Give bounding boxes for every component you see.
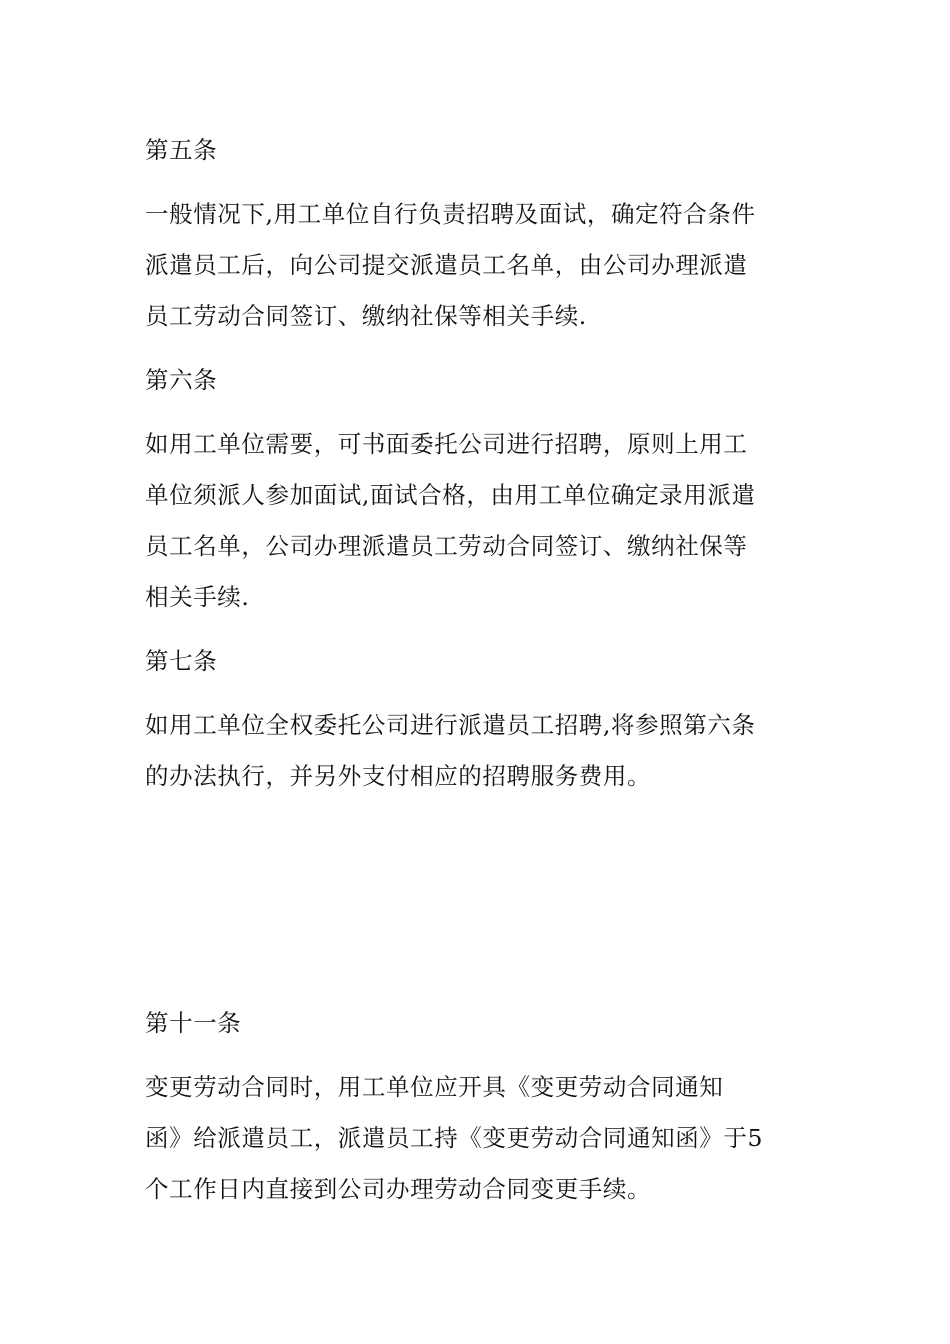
article-heading: 第十一条 bbox=[145, 1009, 242, 1037]
paragraph-line: 个工作日内直接到公司办理劳动合同变更手续。 bbox=[145, 1175, 652, 1203]
paragraph-line: 如用工单位全权委托公司进行派遣员工招聘,将参照第六条 bbox=[145, 711, 756, 739]
paragraph-line: 变更劳动合同时，用工单位应开具《变更劳动合同通知 bbox=[145, 1073, 724, 1101]
paragraph-line: 员工劳动合同签订、缴纳社保等相关手续. bbox=[145, 302, 587, 330]
article-heading: 第七条 bbox=[145, 647, 218, 675]
article-paragraph bbox=[145, 1062, 815, 1215]
article-paragraph bbox=[145, 700, 815, 802]
paragraph-line: 一般情况下,用工单位自行负责招聘及面试，确定符合条件 bbox=[145, 200, 756, 228]
article-heading: 第五条 bbox=[145, 136, 218, 164]
article-heading: 第六条 bbox=[145, 366, 218, 394]
paragraph-line: 如用工单位需要，可书面委托公司进行招聘，原则上用工 bbox=[145, 430, 748, 458]
paragraph-line: 函》给派遣员工，派遣员工持《变更劳动合同通知函》于5 bbox=[145, 1124, 764, 1152]
article-paragraph bbox=[145, 189, 815, 342]
paragraph-line: 单位须派人参加面试,面试合格，由用工单位确定录用派遣 bbox=[145, 481, 756, 509]
paragraph-line: 员工名单，公司办理派遣员工劳动合同签订、缴纳社保等 bbox=[145, 532, 748, 560]
paragraph-line: 派遣员工后，向公司提交派遣员工名单，由公司办理派遣 bbox=[145, 251, 748, 279]
article-paragraph bbox=[145, 419, 815, 623]
paragraph-line: 的办法执行，并另外支付相应的招聘服务费用。 bbox=[145, 762, 652, 790]
paragraph-line: 相关手续. bbox=[145, 583, 250, 611]
